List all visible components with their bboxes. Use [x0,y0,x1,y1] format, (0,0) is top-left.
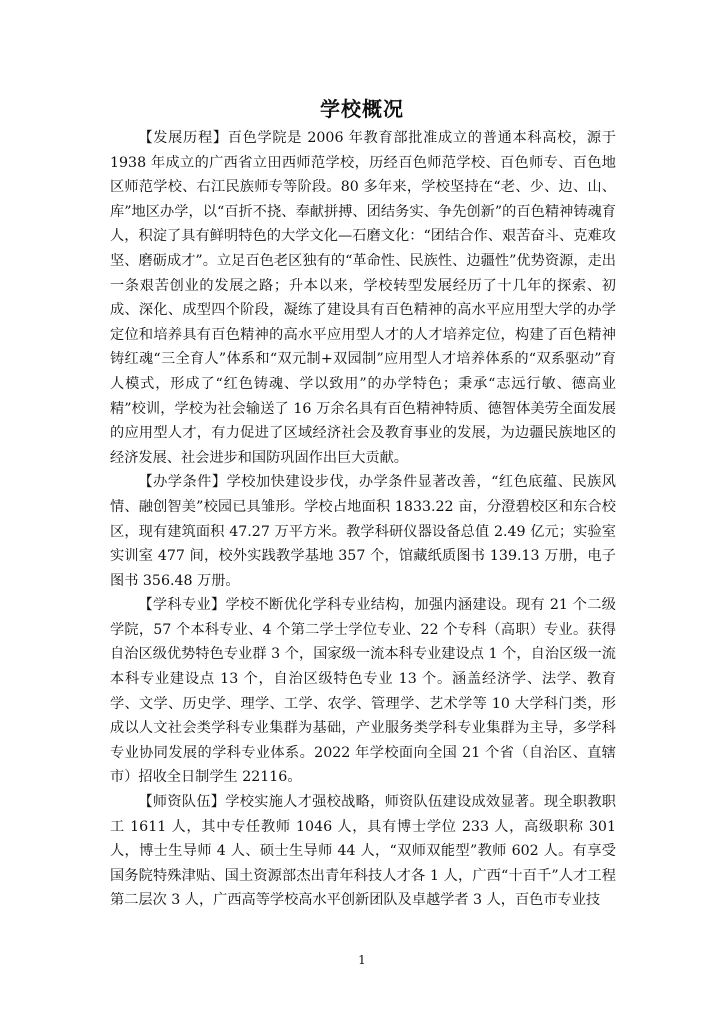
paragraph-disciplines-majors: 【学科专业】学校不断优化学科专业结构，加强内涵建设。现有 21 个二级学院，57 个本科专业、4 个第二学士学位专业、22 个专科（高职）专业。获得自治区级优势特色专业群 3 个，国家级一流本科专业建设点 1 个，自治区级一流本科专业建设点 13 个，自治区级特色专业 13 个。涵盖经济学、法学、教育学、文学、历史学、理学、工学、农学、管理学、艺术学等 10 大学科门类，形成以人文社会类学科专业集群为基础，产业服务类学科专业集群为主导，多学科专业协同发展的学科专业体系。2022 年学校面向全国 21 个省（自治区、直辖市）招收全日制学生 22116。 [110,597,616,786]
paragraph-school-conditions: 【办学条件】学校加快建设步伐，办学条件显著改善，“红色底蕴、民族风情、融创智美”校园已具雏形。学校占地面积 1833.22 亩，分澄碧校区和东合校区，现有建筑面积 47.27 万平方米。教学科研仪器设备总值 2.49 亿元；实验室实训室 477 间，校外实践教学基地 357 个，馆藏纸质图书 139.13 万册，电子图书 356.48 万册。 [110,474,616,589]
paragraph-faculty: 【师资队伍】学校实施人才强校战略，师资队伍建设成效显著。现全职教职工 1611 人，其中专任教师 1046 人，具有博士学位 233 人，高级职称 301 人，博士生导师 4 人、硕士生导师 44 人，“双师双能型”教师 602 人。有享受国务院特殊津贴、国土资源部杰出青年科技人才各 1 人，广西“十百千”人才工程第二层次 3 人，广西高等学校高水平创新团队及卓越学者 3 人，百色市专业技 [110,794,616,909]
page-number: 1 [358,953,366,967]
document-body [110,126,616,913]
paragraph-development-history: 【发展历程】百色学院是 2006 年教育部批准成立的普通本科高校，源于 1938 年成立的广西省立田西师范学校，历经百色师范学校、百色师专、百色地区师范学校、右江民族师专等阶段。80 多年来，学校坚持在“老、少、边、山、库”地区办学，以“百折不挠、奉献拼搏、团结务实、争先创新”的百色精神铸魂育人，积淀了具有鲜明特色的大学文化—石磨文化：“团结合作、艰苦奋斗、克难攻坚、磨砺成才”。立足百色老区独有的“革命性、民族性、边疆性”优势资源，走出一条艰苦创业的发展之路；升本以来，学校转型发展经历了十几年的探索、初成、深化、成型四个阶段，凝练了建设具有百色精神的高水平应用型大学的办学定位和培养具有百色精神的高水平应用型人才的人才培养定位，构建了百色精神铸红魂“三全育人”体系和“双元制+双园制”应用型人才培养体系的“双系驱动”育人模式，形成了“红色铸魂、学以致用”的办学特色；秉承“志远行敏、德高业精”校训，学校为社会输送了 16 万余名具有百色精神特质、德智体美劳全面发展的应用型人才，有力促进了区域经济社会及教育事业的发展，为边疆民族地区的经济发展、社会进步和国防巩固作出巨大贡献。 [110,130,616,466]
page-title: 学校概况 [320,97,404,121]
